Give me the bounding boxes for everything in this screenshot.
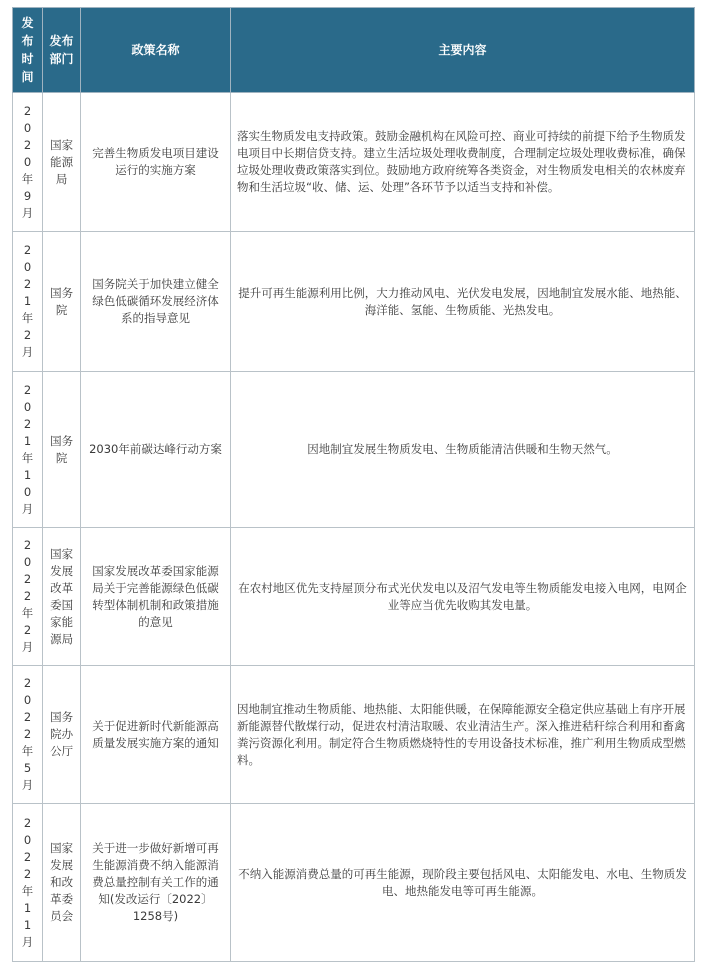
cell-content: 因地制宜推动生物质能、地热能、太阳能供暖，在保障能源安全稳定供应基础上有序开展新能源替代散煤行动，促进农村清洁取暖、农业清洁生产。深入推进秸秆综合利用和畜禽粪污资源化利用。制定符合生物质燃烧特性的专用设备技术标准，推广利用生物质成型燃料。 (231, 666, 695, 804)
cell-policy-name: 2030年前碳达峰行动方案 (81, 372, 231, 528)
cell-date: 2022年5月 (13, 666, 43, 804)
cell-content: 落实生物质发电支持政策。鼓励金融机构在风险可控、商业可持续的前提下给予生物质发电项目中长期信贷支持。建立生活垃圾处理收费制度，合理制定垃圾处理收费标准，确保垃圾处理收费政策落实到位。鼓励地方政府统筹各类资金，对生物质发电相关的农林废弃物和生活垃圾“收、储、运、处理”各环节予以适当支持和补偿。 (231, 93, 695, 232)
cell-content: 在农村地区优先支持屋顶分布式光伏发电以及沼气发电等生物质能发电接入电网，电网企业等应当优先收购其发电量。 (231, 528, 695, 666)
header-name: 政策名称 (81, 8, 231, 93)
table-row (13, 232, 695, 372)
table-row (13, 372, 695, 528)
table-row (13, 804, 695, 962)
header-dept: 发布部门 (43, 8, 81, 93)
cell-date: 2021年10月 (13, 372, 43, 528)
cell-policy-name: 关于进一步做好新增可再生能源消费不纳入能源消费总量控制有关工作的通知(发改运行〔2022〕1258号) (81, 804, 231, 962)
cell-policy-name: 完善生物质发电项目建设运行的实施方案 (81, 93, 231, 232)
cell-content: 因地制宜发展生物质发电、生物质能清洁供暖和生物天然气。 (231, 372, 695, 528)
cell-policy-name: 国家发展改革委国家能源局关于完善能源绿色低碳转型体制机制和政策措施的意见 (81, 528, 231, 666)
header-content: 主要内容 (231, 8, 695, 93)
cell-dept: 国务院 (43, 232, 81, 372)
cell-dept: 国家发展改革委国家能源局 (43, 528, 81, 666)
cell-date: 2022年2月 (13, 528, 43, 666)
cell-date: 2021年2月 (13, 232, 43, 372)
cell-date: 2022年11月 (13, 804, 43, 962)
table-header-row (13, 8, 695, 93)
cell-content: 提升可再生能源利用比例，大力推动风电、光伏发电发展，因地制宜发展水能、地热能、海洋能、氢能、生物质能、光热发电。 (231, 232, 695, 372)
cell-policy-name: 关于促进新时代新能源高质量发展实施方案的通知 (81, 666, 231, 804)
table-row (13, 93, 695, 232)
cell-content: 不纳入能源消费总量的可再生能源，现阶段主要包括风电、太阳能发电、水电、生物质发电、地热能发电等可再生能源。 (231, 804, 695, 962)
cell-date: 2020年9月 (13, 93, 43, 232)
table-row (13, 666, 695, 804)
table-row (13, 528, 695, 666)
cell-dept: 国家能源局 (43, 93, 81, 232)
cell-dept: 国务院 (43, 372, 81, 528)
cell-dept: 国家发展和改革委员会 (43, 804, 81, 962)
cell-dept: 国务院办公厅 (43, 666, 81, 804)
header-date: 发布时间 (13, 8, 43, 93)
policy-table (12, 7, 695, 962)
cell-policy-name: 国务院关于加快建立健全绿色低碳循环发展经济体系的指导意见 (81, 232, 231, 372)
